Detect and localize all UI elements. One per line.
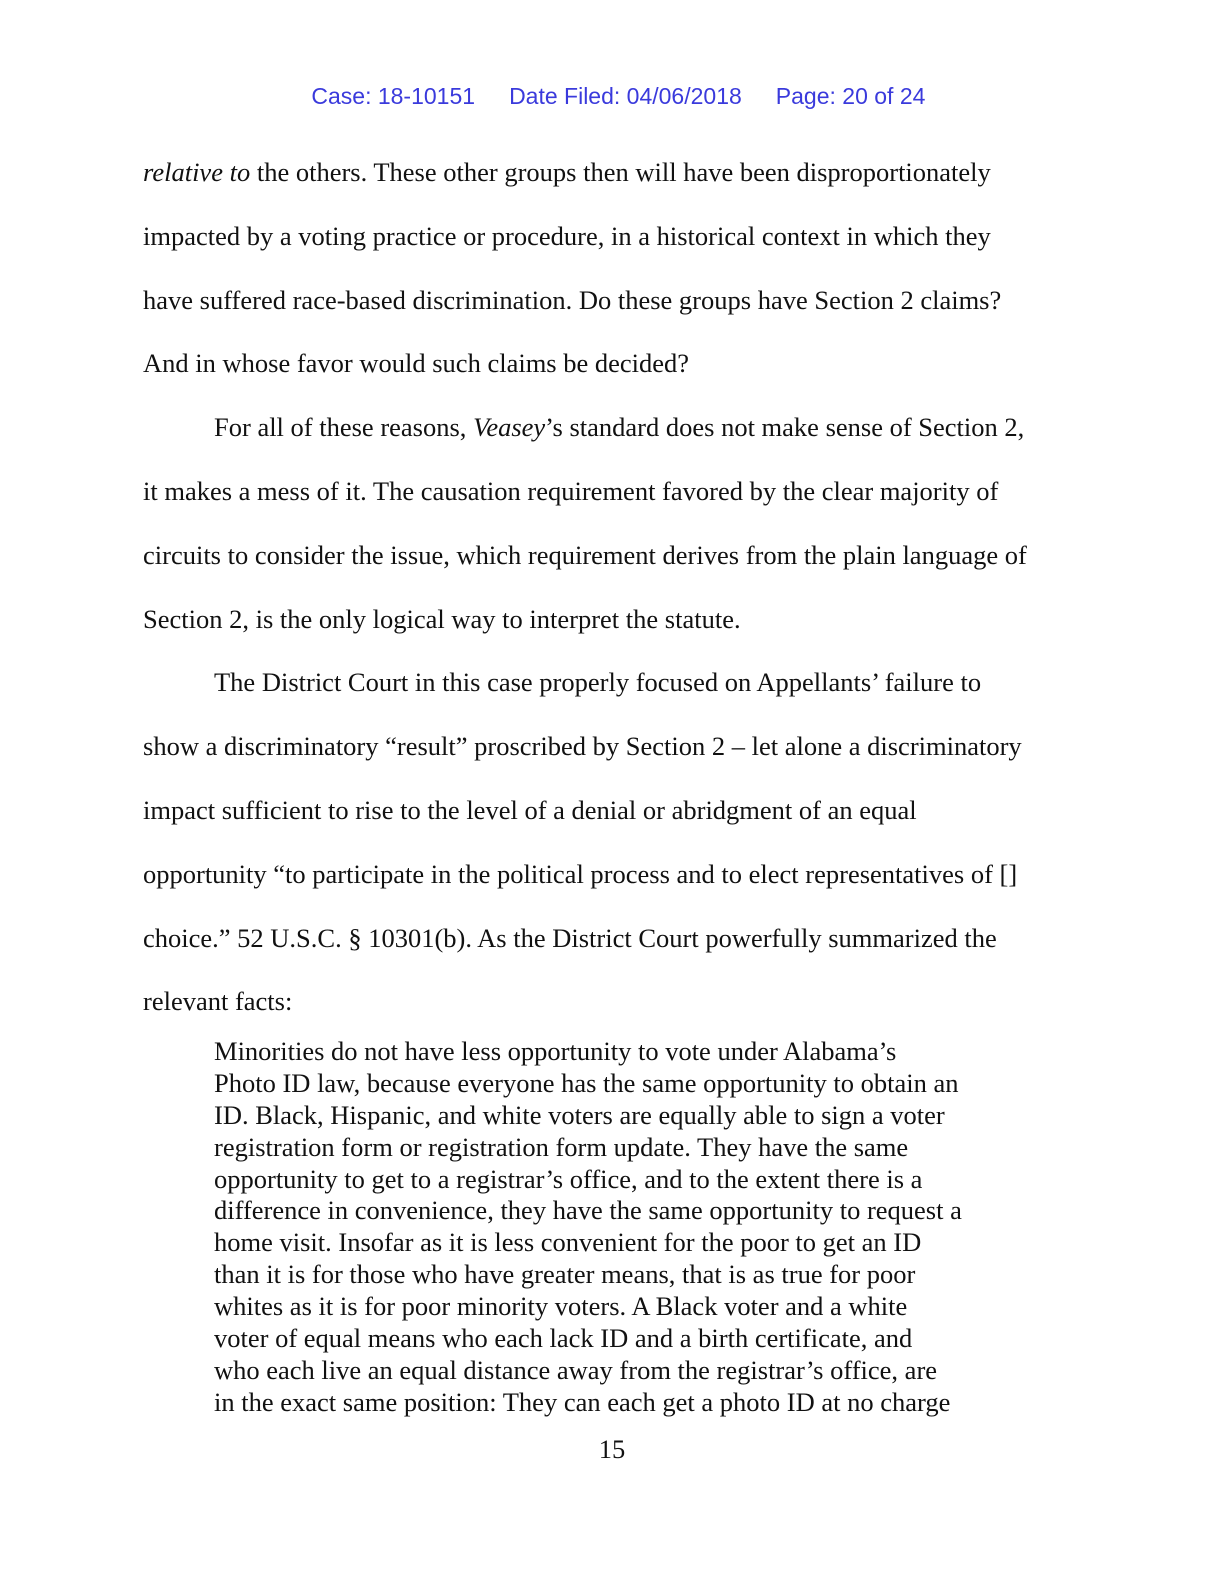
page-number: 15 — [598, 1434, 626, 1464]
page-indicator: Page: 20 of 24 — [775, 83, 926, 109]
text-line: And in whose favor would such claims be decided? — [143, 348, 690, 379]
quote-line: registration form or registration form update. They have the same — [214, 1131, 909, 1162]
text-line: show a discriminatory “result” proscribed by Section 2 – let alone a discriminatory — [143, 731, 1022, 762]
quote-line: who each live an equal distance away from the registrar’s office, are — [214, 1354, 938, 1385]
quote-line: whites as it is for poor minority voters. A Black voter and a white — [214, 1291, 908, 1322]
quote-line: in the exact same position: They can each get a photo ID at no charge — [214, 1386, 951, 1417]
text-line: circuits to consider the issue, which requirement derives from the plain language of — [143, 539, 1027, 570]
text-line — [143, 396, 1083, 460]
text-line: Section 2, is the only logical way to interpret the statute. — [143, 603, 741, 634]
block-quote — [214, 1036, 1014, 1419]
quote-line: Minorities do not have less opportunity to vote under Alabama’s — [214, 1036, 897, 1066]
quote-line: home visit. Insofar as it is less convenient for the poor to get an ID — [214, 1227, 922, 1258]
italic-case-name: Veasey — [473, 412, 546, 443]
quote-line: opportunity to get to a registrar’s office, and to the extent there is a — [214, 1163, 923, 1194]
text-run: ’s standard does not make sense of Section 2, — [545, 412, 1025, 443]
paragraph-1 — [143, 141, 1083, 396]
italic-phrase: relative to — [143, 157, 251, 187]
case-number: Case: 18-10151 — [311, 83, 476, 109]
document-body — [143, 141, 1083, 1034]
quote-line: voter of equal means who each lack ID and a birth certificate, and — [214, 1323, 913, 1354]
quote-line: difference in convenience, they have the same opportunity to request a — [214, 1195, 962, 1226]
text-line: choice.” 52 U.S.C. § 10301(b). As the District Court powerfully summarized the — [143, 922, 997, 953]
text-line: opportunity “to participate in the political process and to elect representatives of [] — [143, 858, 1018, 889]
paragraph-2 — [143, 396, 1083, 651]
quote-line: ID. Black, Hispanic, and white voters are equally able to sign a voter — [214, 1099, 945, 1130]
paragraph-3 — [143, 651, 1083, 1034]
text-line: it makes a mess of it. The causation requirement favored by the clear majority of — [143, 475, 999, 506]
date-filed: Date Filed: 04/06/2018 — [509, 83, 742, 109]
text-line: The District Court in this case properly focused on Appellants’ failure to — [214, 667, 982, 698]
quote-line: than it is for those who have greater means, that is as true for poor — [214, 1259, 916, 1290]
case-header — [0, 56, 1224, 110]
text-line: have suffered race-based discrimination. Do these groups have Section 2 claims? — [143, 284, 1002, 315]
text-line — [143, 141, 1083, 205]
text-line: relevant facts: — [143, 986, 293, 1017]
text-line: impacted by a voting practice or procedure, in a historical context in which they — [143, 220, 991, 251]
quote-line: Photo ID law, because everyone has the same opportunity to obtain an — [214, 1067, 959, 1098]
text-run: the others. These other groups then will have been disproportionately — [250, 157, 991, 187]
text-run: For all of these reasons, — [214, 412, 474, 443]
text-line: impact sufficient to rise to the level of a denial or abridgment of an equal — [143, 794, 917, 825]
